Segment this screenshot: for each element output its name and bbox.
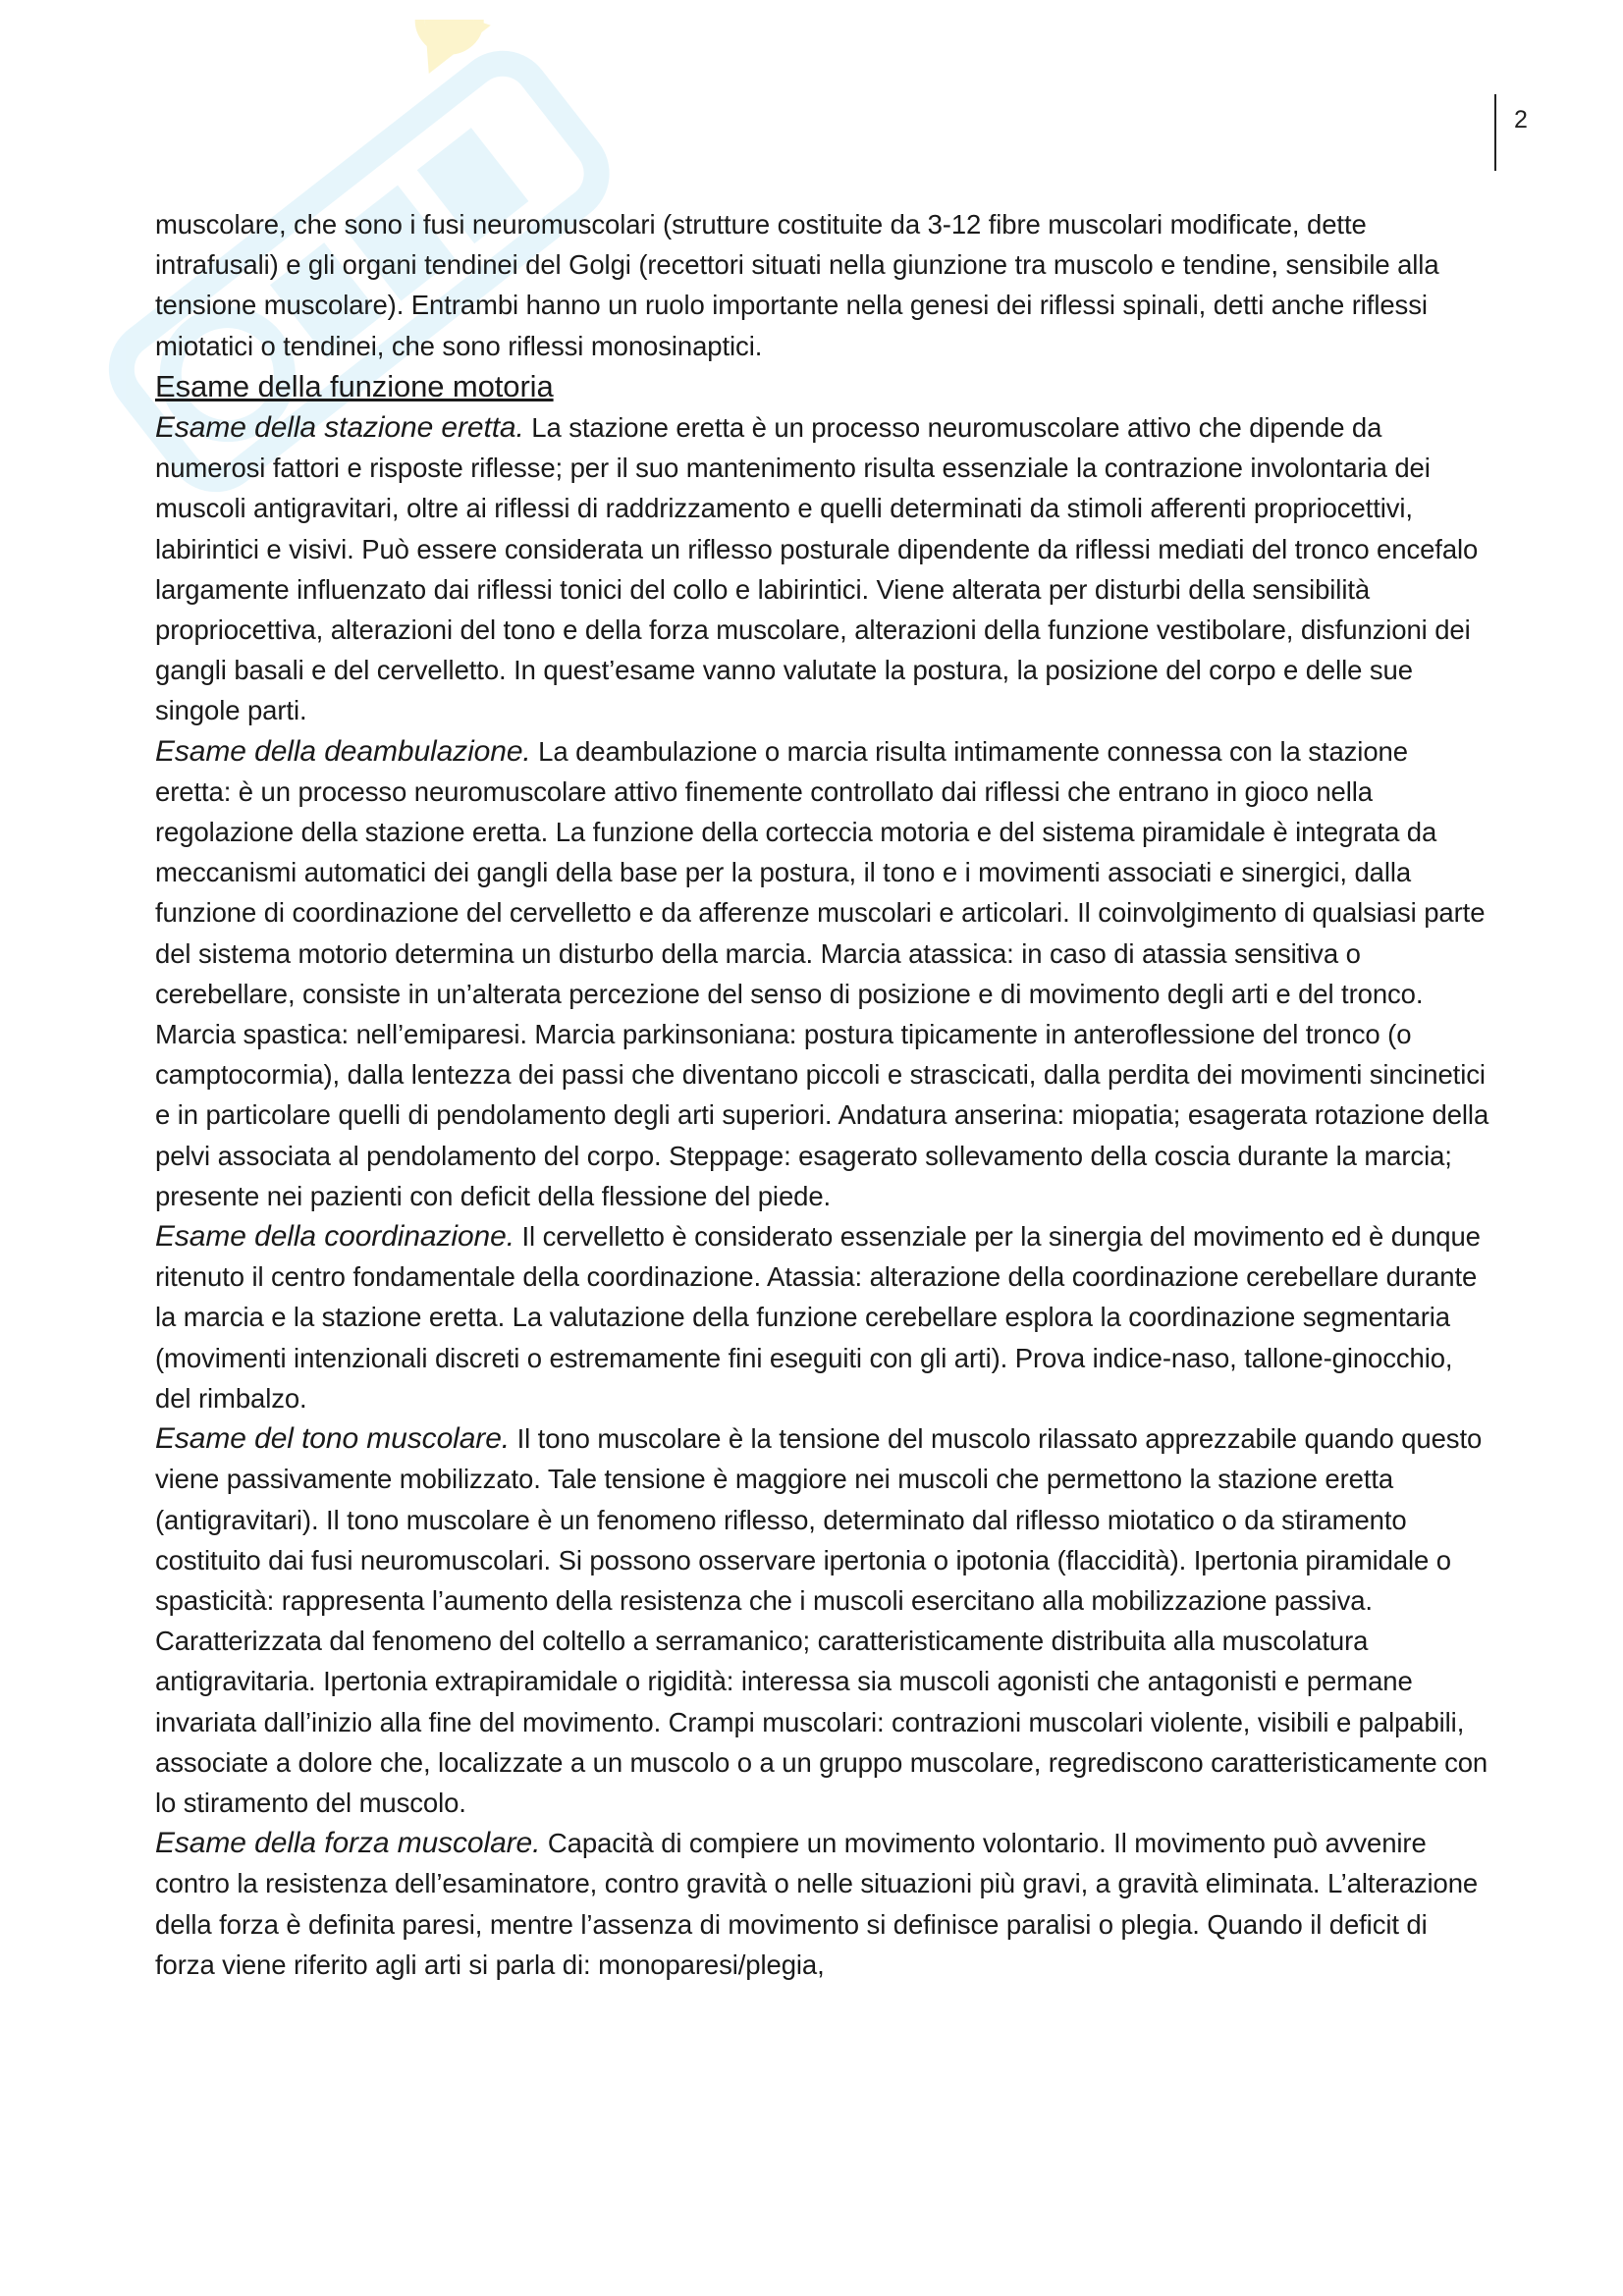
page-number-box (1494, 94, 1528, 171)
document-body (155, 204, 1490, 1985)
section-title: Esame della funzione motoria (155, 368, 554, 403)
paragraph-deambulazione (155, 731, 1490, 1216)
paragraph-heading: Esame della stazione eretta. (155, 411, 524, 445)
paragraph-text: Capacità di compiere un movimento volontario. Il movimento può avvenire contro la resistenza dell’esaminatore, contro gravità o nelle situazioni più gravi, a gravità eliminata. L’alterazione della forza è definita paresi, mentre l’assenza di movimento si definisce paralisi o plegia. Quando il deficit di forza viene riferito agli arti si parla di: monoparesi/plegia, (155, 1828, 1479, 1980)
paragraph-heading: Esame del tono muscolare. (155, 1422, 511, 1456)
paragraph-heading: Esame della forza muscolare. (155, 1827, 541, 1860)
paragraph-text: Il cervelletto è considerato essenziale per la sinergia del movimento ed è dunque ritenuto il centro fondamentale della coordinazione. Atassia: alterazione della coordinazione cerebellare durante la marcia e la stazione eretta. La valutazione della funzione cerebellare esplora la coordinazione segmentaria (movimenti intenzionali discreti o estremamente fini eseguiti con gli arti). Prova indice-naso, tallone-ginocchio, del rimbalzo. (155, 1221, 1481, 1414)
paragraph-stazione-eretta (155, 407, 1490, 731)
paragraph-text: La stazione eretta è un processo neuromuscolare attivo che dipende da numerosi fattori e risposte riflesse; per il suo mantenimento risulta essenziale la contrazione involontaria dei muscoli antigravitari, oltre ai riflessi di raddrizzamento e quelli determinati da stimoli afferenti propriocettivi, labirintici e visivi. Può essere considerata un riflesso posturale dipendente da riflessi mediati del tronco encefalo largamente influenzato dai riflessi tonici del collo e labirintici. Viene alterata per disturbi della sensibilità propriocettiva, alterazioni del tono e della forza muscolare, alterazioni della funzione vestibolare, disfunzioni dei gangli basali e del cervelletto. In quest’esame vanno valutate la postura, la posizione del corpo e delle sue singole parti. (155, 412, 1479, 726)
paragraph-text: Il tono muscolare è la tensione del muscolo rilassato apprezzabile quando questo viene passivamente mobilizzato. Tale tensione è maggiore nei muscoli che permettono la stazione eretta (antigravitari). Il tono muscolare è un fenomeno riflesso, determinato dal riflesso miotatico o da stiramento costituito dai fusi neuromuscolari. Si possono osservare ipertonia o ipotonia (flaccidità). Ipertonia piramidale o spasticità: rappresenta l’aumento della resistenza che i muscoli esercitano alla mobilizzazione passiva. Caratterizzata dal fenomeno del coltello a serramanico; caratteristicamente distribuita alla muscolatura antigravitaria. Ipertonia extrapiramidale o rigidità: interessa sia muscoli agonisti che antagonisti e permane invariata dall’inizio alla fine del movimento. Crampi muscolari: contrazioni muscolari violente, visibili e palpabili, associate a dolore che, localizzate a un muscolo o a un gruppo muscolare, regrediscono caratteristicamente con lo stiramento del muscolo. (155, 1423, 1488, 1818)
intro-paragraph: muscolare, che sono i fusi neuromuscolari (strutture costituite da 3-12 fibre muscolari modificate, dette intrafusali) e gli organi tendinei del Golgi (recettori situati nella giunzione tra muscolo e tendine, sensibile alla tensione muscolare). Entrambi hanno un ruolo importante nella genesi dei riflessi spinali, detti anche riflessi miotatici o tendinei, che sono riflessi monosinaptici. (155, 209, 1439, 361)
paragraph-text: La deambulazione o marcia risulta intimamente connessa con la stazione eretta: è un processo neuromuscolare attivo finemente controllato dai riflessi che entrano in gioco nella regolazione della stazione eretta. La funzione della cortecciа motoria e del sistema piramidale è integrata da meccanismi automatici dei gangli della base per la postura, il tono e i movimenti associati e sinergici, dalla funzione di coordinazione del cervelletto e da afferenze muscolari e articolari. Il coinvolgimento di qualsiasi parte del sistema motorio determina un disturbo della marcia. Marcia atassica: in caso di atassia sensitiva o cerebellare, consiste in un’alterata percezione del senso di posizione e di movimento degli arti e del tronco. Marcia spastica: nell’emiparesi. Marcia parkinsoniana: postura tipicamente in anteroflessione del tronco (o camptocormia), dalla lentezza dei passi che diventano piccoli e strascicati, dalla perdita dei movimenti sincinetici e in particolare quelli di pendolamento degli arti superiori. Andatura anserina: miopatia; esagerata rotazione della pelvi associata al pendolamento del corpo. Steppage: esagerato sollevamento della coscia durante la marcia; presente nei pazienti con deficit della flessione del piede. (155, 735, 1489, 1211)
paragraph-forza-muscolare (155, 1823, 1490, 1985)
paragraph-heading: Esame della coordinazione. (155, 1220, 514, 1254)
page-number: 2 (1514, 106, 1528, 133)
paragraph-heading: Esame della deambulazione. (155, 734, 531, 768)
paragraph-tono-muscolare (155, 1418, 1490, 1823)
section-heading (155, 366, 1490, 407)
paragraph-coordinazione (155, 1216, 1490, 1418)
